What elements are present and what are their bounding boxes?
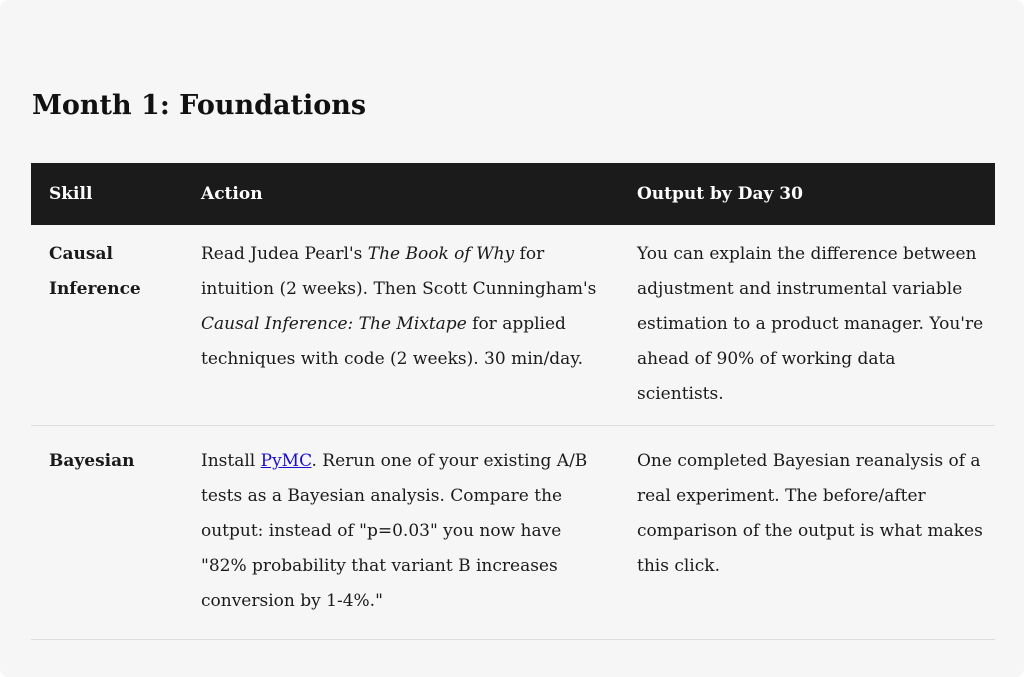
skill-name-line: Causal [49, 244, 113, 264]
table-header [31, 163, 995, 225]
skill-cell: Bayesian [31, 426, 183, 640]
action-text: for intuition (2 weeks). Then Scott Cunningham's [201, 244, 597, 299]
table-row [31, 225, 995, 426]
skills-table [31, 163, 995, 640]
pymc-link[interactable]: PyMC [260, 451, 312, 471]
header-row [31, 163, 995, 225]
column-header-skill: Skill [49, 184, 93, 204]
output-cell: One completed Bayesian reanalysis of a real experiment. The before/after comparison of the output is what makes this click. [619, 426, 995, 640]
column-header-output: Output by Day 30 [637, 184, 803, 204]
action-text: for applied techniques with code (2 weeks). 30 min/day. [201, 314, 584, 369]
table-row [31, 426, 995, 640]
column-header-action: Action [201, 184, 263, 204]
action-text: Install [201, 451, 261, 471]
action-cell [183, 426, 619, 640]
skill-name-line: Inference [49, 279, 141, 299]
action-text: . Rerun one of your existing A/B tests as a Bayesian analysis. Compare the output: instead of "p=0.03" you now have "82% probability that variant B increases conversion by 1-4%." [201, 451, 588, 611]
output-cell: You can explain the difference between adjustment and instrumental variable estimation to a product manager. You're ahead of 90% of working data scientists. [619, 225, 995, 426]
skill-cell [31, 225, 183, 426]
book-title: The Book of Why [367, 244, 515, 264]
book-title: Causal Inference: The Mixtape [201, 314, 467, 334]
action-cell [183, 225, 619, 426]
section-heading: Month 1: Foundations [32, 90, 367, 121]
action-text: Read Judea Pearl's [201, 244, 368, 264]
